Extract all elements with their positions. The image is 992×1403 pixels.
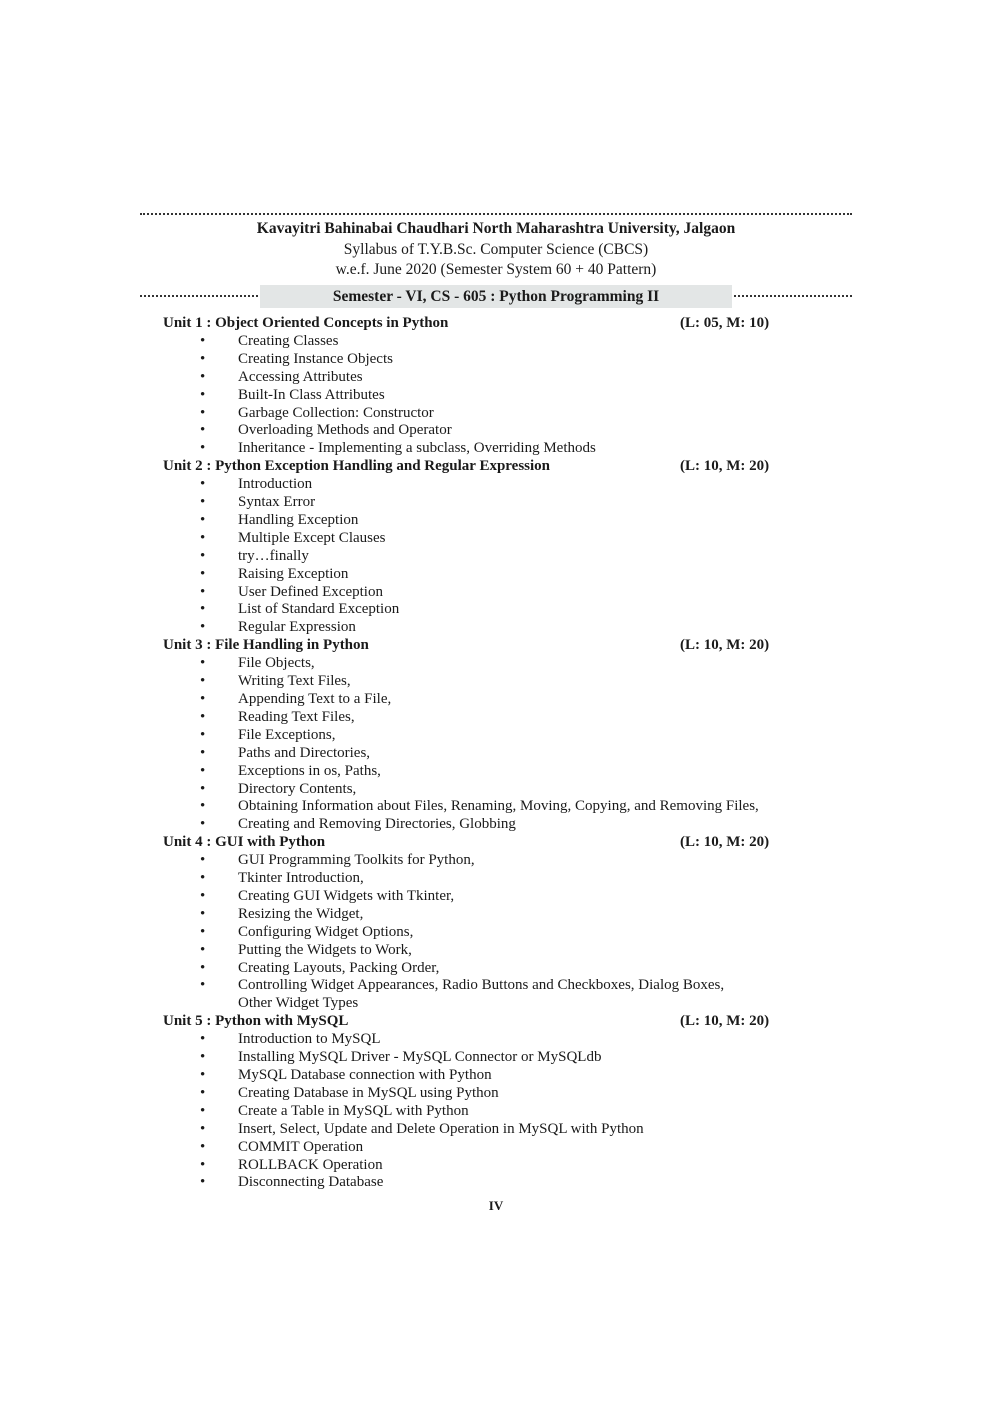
topic-text: Overloading Methods and Operator bbox=[238, 422, 452, 439]
bullet-icon: • bbox=[200, 547, 206, 564]
bullet-icon: • bbox=[200, 1138, 206, 1155]
semester-banner: Semester - VI, CS - 605 : Python Programming II bbox=[260, 285, 732, 308]
unit-marks: (L: 10, M: 20) bbox=[680, 637, 770, 654]
topic-text: Resizing the Widget, bbox=[238, 905, 364, 922]
bullet-icon: • bbox=[200, 673, 206, 690]
topic-item bbox=[163, 798, 783, 816]
bullet-icon: • bbox=[200, 440, 206, 457]
topic-text: Multiple Except Clauses bbox=[238, 529, 386, 546]
topic-text: MySQL Database connection with Python bbox=[238, 1066, 492, 1083]
bullet-icon: • bbox=[200, 565, 206, 582]
topic-text: Obtaining Information about Files, Renaming, Moving, Copying, and Removing Files, bbox=[238, 798, 759, 815]
semester-divider-left bbox=[140, 295, 258, 297]
bullet-icon: • bbox=[200, 1084, 206, 1101]
bullet-icon: • bbox=[200, 404, 206, 421]
bullet-icon: • bbox=[200, 529, 206, 546]
bullet-icon: • bbox=[200, 350, 206, 367]
unit-heading bbox=[163, 1013, 783, 1031]
topic-item bbox=[163, 530, 783, 548]
bullet-icon: • bbox=[200, 905, 206, 922]
bullet-icon: • bbox=[200, 923, 206, 940]
topic-item bbox=[163, 870, 783, 888]
bullet-icon: • bbox=[200, 798, 206, 815]
topic-item bbox=[163, 512, 783, 530]
topic-item bbox=[163, 709, 783, 727]
topic-item bbox=[163, 548, 783, 566]
unit-heading bbox=[163, 834, 783, 852]
unit-topic-list bbox=[163, 476, 783, 637]
topic-item bbox=[163, 387, 783, 405]
topic-item bbox=[163, 924, 783, 942]
topic-item bbox=[163, 906, 783, 924]
topic-text: Disconnecting Database bbox=[238, 1174, 384, 1191]
topic-text: File Objects, bbox=[238, 655, 315, 672]
topic-item bbox=[163, 1103, 783, 1121]
bullet-icon: • bbox=[200, 870, 206, 887]
topic-item bbox=[163, 816, 783, 834]
topic-item bbox=[163, 405, 783, 423]
bullet-icon: • bbox=[200, 583, 206, 600]
topic-text: COMMIT Operation bbox=[238, 1138, 364, 1155]
unit-marks: (L: 05, M: 10) bbox=[680, 315, 770, 331]
topic-item bbox=[163, 494, 783, 512]
topic-text: Handling Exception bbox=[238, 511, 359, 528]
bullet-icon: • bbox=[200, 1102, 206, 1119]
unit-title: Unit 3 : File Handling in Python bbox=[163, 637, 369, 654]
topic-item bbox=[163, 1121, 783, 1139]
topic-text: Creating Classes bbox=[238, 332, 339, 349]
topic-item bbox=[163, 673, 783, 691]
unit-marks: (L: 10, M: 20) bbox=[680, 1013, 770, 1030]
unit-topic-list bbox=[163, 852, 783, 1013]
bullet-icon: • bbox=[200, 762, 206, 779]
unit-heading bbox=[163, 458, 783, 476]
bullet-icon: • bbox=[200, 655, 206, 672]
bullet-icon: • bbox=[200, 619, 206, 636]
topic-item bbox=[163, 351, 783, 369]
topic-item bbox=[163, 655, 783, 673]
topic-text: Writing Text Files, bbox=[238, 673, 351, 690]
topic-text: Garbage Collection: Constructor bbox=[238, 404, 434, 421]
bullet-icon: • bbox=[200, 511, 206, 528]
topic-item bbox=[163, 745, 783, 763]
bullet-icon: • bbox=[200, 1049, 206, 1066]
bullet-icon: • bbox=[200, 1156, 206, 1173]
topic-item bbox=[163, 977, 783, 1013]
topic-item bbox=[163, 960, 783, 978]
topic-item bbox=[163, 691, 783, 709]
bullet-icon: • bbox=[200, 332, 206, 349]
bullet-icon: • bbox=[200, 386, 206, 403]
bullet-icon: • bbox=[200, 601, 206, 618]
topic-item bbox=[163, 584, 783, 602]
bullet-icon: • bbox=[200, 690, 206, 707]
topic-item bbox=[163, 942, 783, 960]
topic-text: Create a Table in MySQL with Python bbox=[238, 1102, 469, 1119]
topic-item bbox=[163, 440, 783, 458]
topic-item bbox=[163, 566, 783, 584]
bullet-icon: • bbox=[200, 368, 206, 385]
topic-text: Exceptions in os, Paths, bbox=[238, 762, 381, 779]
topic-item bbox=[163, 1067, 783, 1085]
topic-item bbox=[163, 476, 783, 494]
unit-marks: (L: 10, M: 20) bbox=[680, 458, 770, 475]
unit-topic-list bbox=[163, 655, 783, 834]
topic-text: Creating Database in MySQL using Python bbox=[238, 1084, 499, 1101]
unit-topic-list bbox=[163, 333, 783, 458]
topic-text: Insert, Select, Update and Delete Operation in MySQL with Python bbox=[238, 1120, 644, 1137]
topic-item bbox=[163, 1031, 783, 1049]
topic-text: Appending Text to a File, bbox=[238, 690, 392, 707]
bullet-icon: • bbox=[200, 422, 206, 439]
topic-text: Controlling Widget Appearances, Radio Buttons and Checkboxes, Dialog Boxes, Other Widget Types bbox=[238, 977, 725, 1012]
topic-item bbox=[163, 369, 783, 387]
bullet-icon: • bbox=[200, 726, 206, 743]
page-number: IV bbox=[488, 1198, 504, 1213]
bullet-icon: • bbox=[200, 977, 206, 994]
topic-item bbox=[163, 727, 783, 745]
bullet-icon: • bbox=[200, 476, 206, 493]
topic-text: Syntax Error bbox=[238, 494, 316, 511]
topic-text: Reading Text Files, bbox=[238, 708, 355, 725]
topic-text: Configuring Widget Options, bbox=[238, 923, 414, 940]
units-list bbox=[163, 315, 783, 1192]
bullet-icon: • bbox=[200, 959, 206, 976]
topic-text: Paths and Directories, bbox=[238, 744, 371, 761]
topic-text: ROLLBACK Operation bbox=[238, 1156, 383, 1173]
bullet-icon: • bbox=[200, 1031, 206, 1048]
topic-item bbox=[163, 619, 783, 637]
unit-title: Unit 5 : Python with MySQL bbox=[163, 1013, 349, 1030]
unit-title: Unit 1 : Object Oriented Concepts in Python bbox=[163, 315, 449, 331]
topic-text: Introduction bbox=[238, 476, 313, 493]
topic-item bbox=[163, 852, 783, 870]
topic-item bbox=[163, 1157, 783, 1175]
unit-title: Unit 4 : GUI with Python bbox=[163, 834, 326, 851]
topic-item bbox=[163, 1139, 783, 1157]
unit-title: Unit 2 : Python Exception Handling and Regular Expression bbox=[163, 458, 551, 475]
bullet-icon: • bbox=[200, 494, 206, 511]
topic-text: Creating Instance Objects bbox=[238, 350, 393, 367]
topic-text: GUI Programming Toolkits for Python, bbox=[238, 852, 475, 869]
topic-item bbox=[163, 763, 783, 781]
topic-item bbox=[163, 781, 783, 799]
unit-topic-list bbox=[163, 1031, 783, 1192]
unit-heading bbox=[163, 637, 783, 655]
unit-heading bbox=[163, 315, 783, 333]
topic-text: Directory Contents, bbox=[238, 780, 357, 797]
topic-text: Accessing Attributes bbox=[238, 368, 363, 385]
topic-item bbox=[163, 1049, 783, 1067]
topic-text: Creating and Removing Directories, Globbing bbox=[238, 816, 516, 833]
topic-text: Putting the Widgets to Work, bbox=[238, 941, 412, 958]
topic-text: Tkinter Introduction, bbox=[238, 870, 364, 887]
topic-text: Creating Layouts, Packing Order, bbox=[238, 959, 440, 976]
unit-marks: (L: 10, M: 20) bbox=[680, 834, 770, 851]
topic-item bbox=[163, 888, 783, 906]
bullet-icon: • bbox=[200, 744, 206, 761]
bullet-icon: • bbox=[200, 852, 206, 869]
topic-text: try…finally bbox=[238, 547, 309, 564]
topic-text: Introduction to MySQL bbox=[238, 1031, 381, 1048]
topic-text: File Exceptions, bbox=[238, 726, 336, 743]
university-title: Kavayitri Bahinabai Chaudhari North Maharashtra University, Jalgaon bbox=[256, 220, 736, 237]
topic-text: Installing MySQL Driver - MySQL Connector or MySQLdb bbox=[238, 1049, 602, 1066]
topic-text: Creating GUI Widgets with Tkinter, bbox=[238, 887, 455, 904]
topic-text: Built-In Class Attributes bbox=[238, 386, 385, 403]
bullet-icon: • bbox=[200, 1174, 206, 1191]
bullet-icon: • bbox=[200, 1066, 206, 1083]
semester-divider-right bbox=[734, 295, 852, 297]
topic-item bbox=[163, 1085, 783, 1103]
bullet-icon: • bbox=[200, 780, 206, 797]
wef-line: w.e.f. June 2020 (Semester System 60 + 40 Pattern) bbox=[335, 261, 657, 278]
topic-text: Regular Expression bbox=[238, 619, 356, 636]
topic-text: Inheritance - Implementing a subclass, Overriding Methods bbox=[238, 440, 596, 457]
topic-text: Raising Exception bbox=[238, 565, 349, 582]
topic-item bbox=[163, 333, 783, 351]
bullet-icon: • bbox=[200, 708, 206, 725]
bullet-icon: • bbox=[200, 941, 206, 958]
bullet-icon: • bbox=[200, 1120, 206, 1137]
topic-item bbox=[163, 1174, 783, 1192]
topic-text: User Defined Exception bbox=[238, 583, 383, 600]
topic-item bbox=[163, 422, 783, 440]
bullet-icon: • bbox=[200, 816, 206, 833]
topic-item bbox=[163, 601, 783, 619]
bullet-icon: • bbox=[200, 887, 206, 904]
syllabus-title: Syllabus of T.Y.B.Sc. Computer Science (CBCS) bbox=[343, 241, 649, 258]
topic-text: List of Standard Exception bbox=[238, 601, 400, 618]
top-divider bbox=[140, 213, 852, 215]
